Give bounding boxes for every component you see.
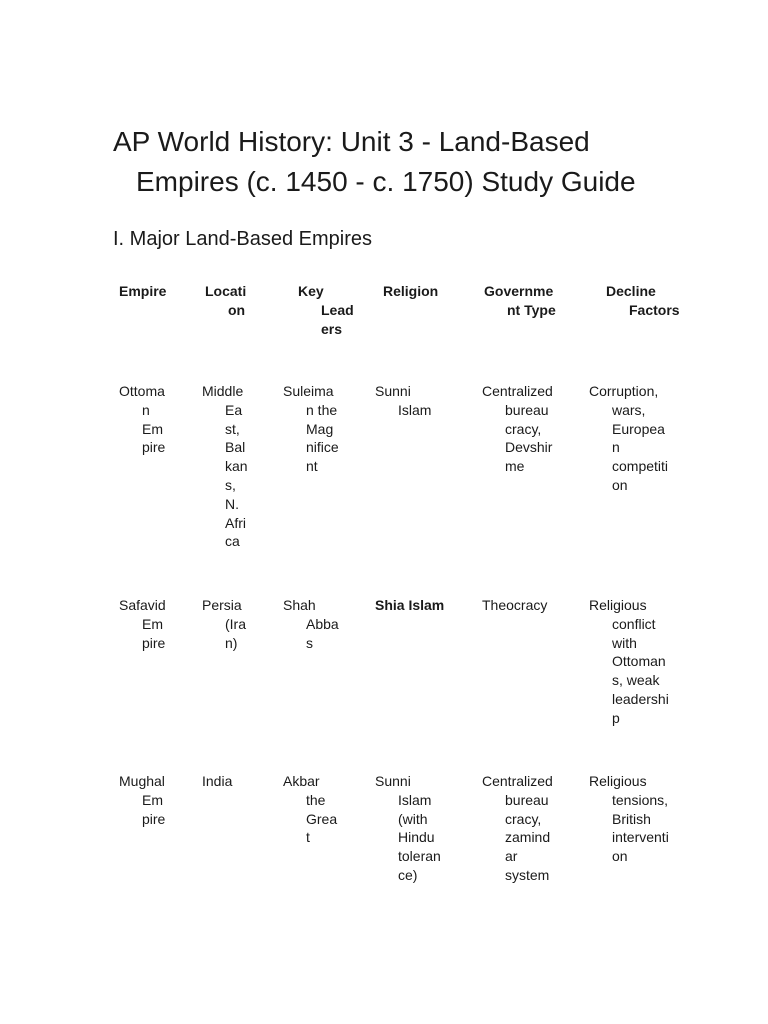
cell-location-line: Ea	[225, 401, 243, 418]
cell-government-type-line: system	[505, 866, 550, 883]
cell-decline-factors-line: conflict	[612, 615, 656, 632]
header-key-leaders-line: ers	[321, 320, 343, 337]
header-government-type	[484, 282, 556, 320]
cell-location	[202, 596, 246, 652]
cell-location-line: n)	[225, 634, 238, 651]
header-decline-factors-line: Factors	[629, 301, 680, 318]
cell-decline-factors-line: Religious	[589, 597, 647, 613]
cell-decline-factors	[589, 382, 668, 495]
cell-decline-factors-line: tensions,	[612, 791, 669, 808]
cell-religion	[375, 596, 444, 615]
cell-key-leaders-line: Abba	[306, 615, 339, 632]
cell-government-type-line: Centralized	[482, 383, 553, 399]
cell-key-leaders-line: Suleima	[283, 383, 334, 399]
cell-decline-factors-line: interventi	[612, 829, 669, 846]
cell-location	[202, 382, 248, 551]
cell-government-type	[482, 596, 547, 615]
cell-key-leaders-line: Shah	[283, 597, 316, 613]
cell-key-leaders	[283, 772, 337, 847]
cell-government-type-line: Devshir	[505, 439, 553, 456]
cell-decline-factors-line: competiti	[612, 458, 669, 475]
section-heading: I. Major Land-Based Empires	[113, 228, 373, 250]
cell-location-line: ca	[225, 533, 240, 550]
cell-empire-line: Em	[142, 615, 163, 632]
cell-government-type-line: Centralized	[482, 773, 553, 789]
cell-empire-line: pire	[142, 439, 166, 456]
cell-religion	[375, 772, 441, 885]
cell-decline-factors	[589, 772, 669, 866]
cell-empire-line: Mughal	[119, 773, 165, 789]
cell-religion-line: Islam	[398, 791, 432, 808]
cell-decline-factors-line: on	[612, 476, 628, 493]
cell-location-line: Bal	[225, 439, 246, 456]
cell-location-line: st,	[225, 420, 240, 437]
cell-religion-line: ce)	[398, 866, 418, 883]
cell-decline-factors-line: British	[612, 810, 651, 827]
cell-decline-factors-line: Ottoman	[612, 653, 666, 670]
document-title	[113, 122, 713, 202]
header-empire-line: Empire	[119, 283, 167, 299]
header-location	[205, 282, 246, 320]
cell-key-leaders-line: nifice	[306, 439, 339, 456]
cell-location-line: kan	[225, 458, 248, 475]
document-title-line-1: AP World History: Unit 3 - Land-Based	[113, 126, 590, 157]
document-title-line-2: Empires (c. 1450 - c. 1750) Study Guide	[136, 166, 636, 197]
cell-decline-factors-line: on	[612, 848, 628, 865]
cell-empire	[119, 772, 165, 828]
cell-empire	[119, 596, 166, 652]
cell-empire-line: Em	[142, 420, 163, 437]
cell-religion-line: Shia Islam	[375, 597, 445, 613]
cell-location-line: Afri	[225, 514, 246, 531]
cell-decline-factors-line: Europea	[612, 420, 665, 437]
cell-decline-factors-line: Religious	[589, 773, 647, 789]
header-empire	[119, 282, 166, 301]
cell-empire-line: Em	[142, 791, 163, 808]
header-government-type-line: Governme	[484, 283, 554, 299]
cell-decline-factors-line: with	[612, 634, 637, 651]
cell-religion-line: (with	[398, 810, 428, 827]
header-location-line: Locati	[205, 283, 247, 299]
cell-key-leaders-line: Grea	[306, 810, 338, 827]
cell-government-type	[482, 772, 553, 885]
cell-location-line: Middle	[202, 383, 244, 399]
header-key-leaders-line: Key	[298, 283, 324, 299]
cell-empire-line: Ottoma	[119, 383, 165, 399]
cell-key-leaders	[283, 382, 339, 476]
cell-decline-factors-line: s, weak	[612, 672, 660, 689]
cell-government-type-line: bureau	[505, 401, 549, 418]
cell-religion	[375, 382, 431, 420]
cell-government-type-line: cracy,	[505, 420, 542, 437]
cell-key-leaders-line: the	[306, 791, 326, 808]
cell-decline-factors	[589, 596, 669, 728]
cell-decline-factors-line: p	[612, 709, 620, 726]
header-key-leaders-line: Lead	[321, 301, 354, 318]
cell-key-leaders-line: t	[306, 829, 310, 846]
cell-key-leaders-line: nt	[306, 458, 318, 475]
cell-decline-factors-line: leadershi	[612, 690, 669, 707]
cell-location-line: N.	[225, 495, 239, 512]
cell-government-type-line: zamind	[505, 829, 551, 846]
cell-key-leaders	[283, 596, 339, 652]
cell-government-type	[482, 382, 553, 476]
cell-religion-line: toleran	[398, 848, 441, 865]
cell-empire-line: Safavid	[119, 597, 166, 613]
header-decline-factors-line: Decline	[606, 283, 656, 299]
header-religion	[383, 282, 438, 301]
header-key-leaders	[298, 282, 354, 338]
cell-empire-line: n	[142, 401, 150, 418]
cell-key-leaders-line: Akbar	[283, 773, 320, 789]
cell-empire	[119, 382, 165, 457]
cell-location-line: s,	[225, 476, 236, 493]
cell-key-leaders-line: Mag	[306, 420, 334, 437]
cell-government-type-line: cracy,	[505, 810, 542, 827]
cell-decline-factors-line: Corruption,	[589, 383, 659, 399]
cell-location	[202, 772, 232, 791]
cell-key-leaders-line: s	[306, 634, 313, 651]
cell-location-line: Persia	[202, 597, 242, 613]
cell-government-type-line: bureau	[505, 791, 549, 808]
cell-religion-line: Islam	[398, 401, 432, 418]
cell-religion-line: Sunni	[375, 773, 411, 789]
cell-key-leaders-line: n the	[306, 401, 338, 418]
cell-decline-factors-line: wars,	[612, 401, 646, 418]
cell-religion-line: Hindu	[398, 829, 435, 846]
header-government-type-line: nt Type	[507, 301, 556, 318]
cell-government-type-line: Theocracy	[482, 597, 548, 613]
cell-religion-line: Sunni	[375, 383, 411, 399]
cell-government-type-line: ar	[505, 848, 518, 865]
cell-empire-line: pire	[142, 634, 166, 651]
cell-decline-factors-line: n	[612, 439, 620, 456]
cell-empire-line: pire	[142, 810, 166, 827]
header-decline-factors	[606, 282, 680, 320]
header-religion-line: Religion	[383, 283, 439, 299]
cell-location-line: (Ira	[225, 615, 246, 632]
cell-government-type-line: me	[505, 458, 525, 475]
cell-location-line: India	[202, 773, 233, 789]
header-location-line: on	[228, 301, 246, 318]
